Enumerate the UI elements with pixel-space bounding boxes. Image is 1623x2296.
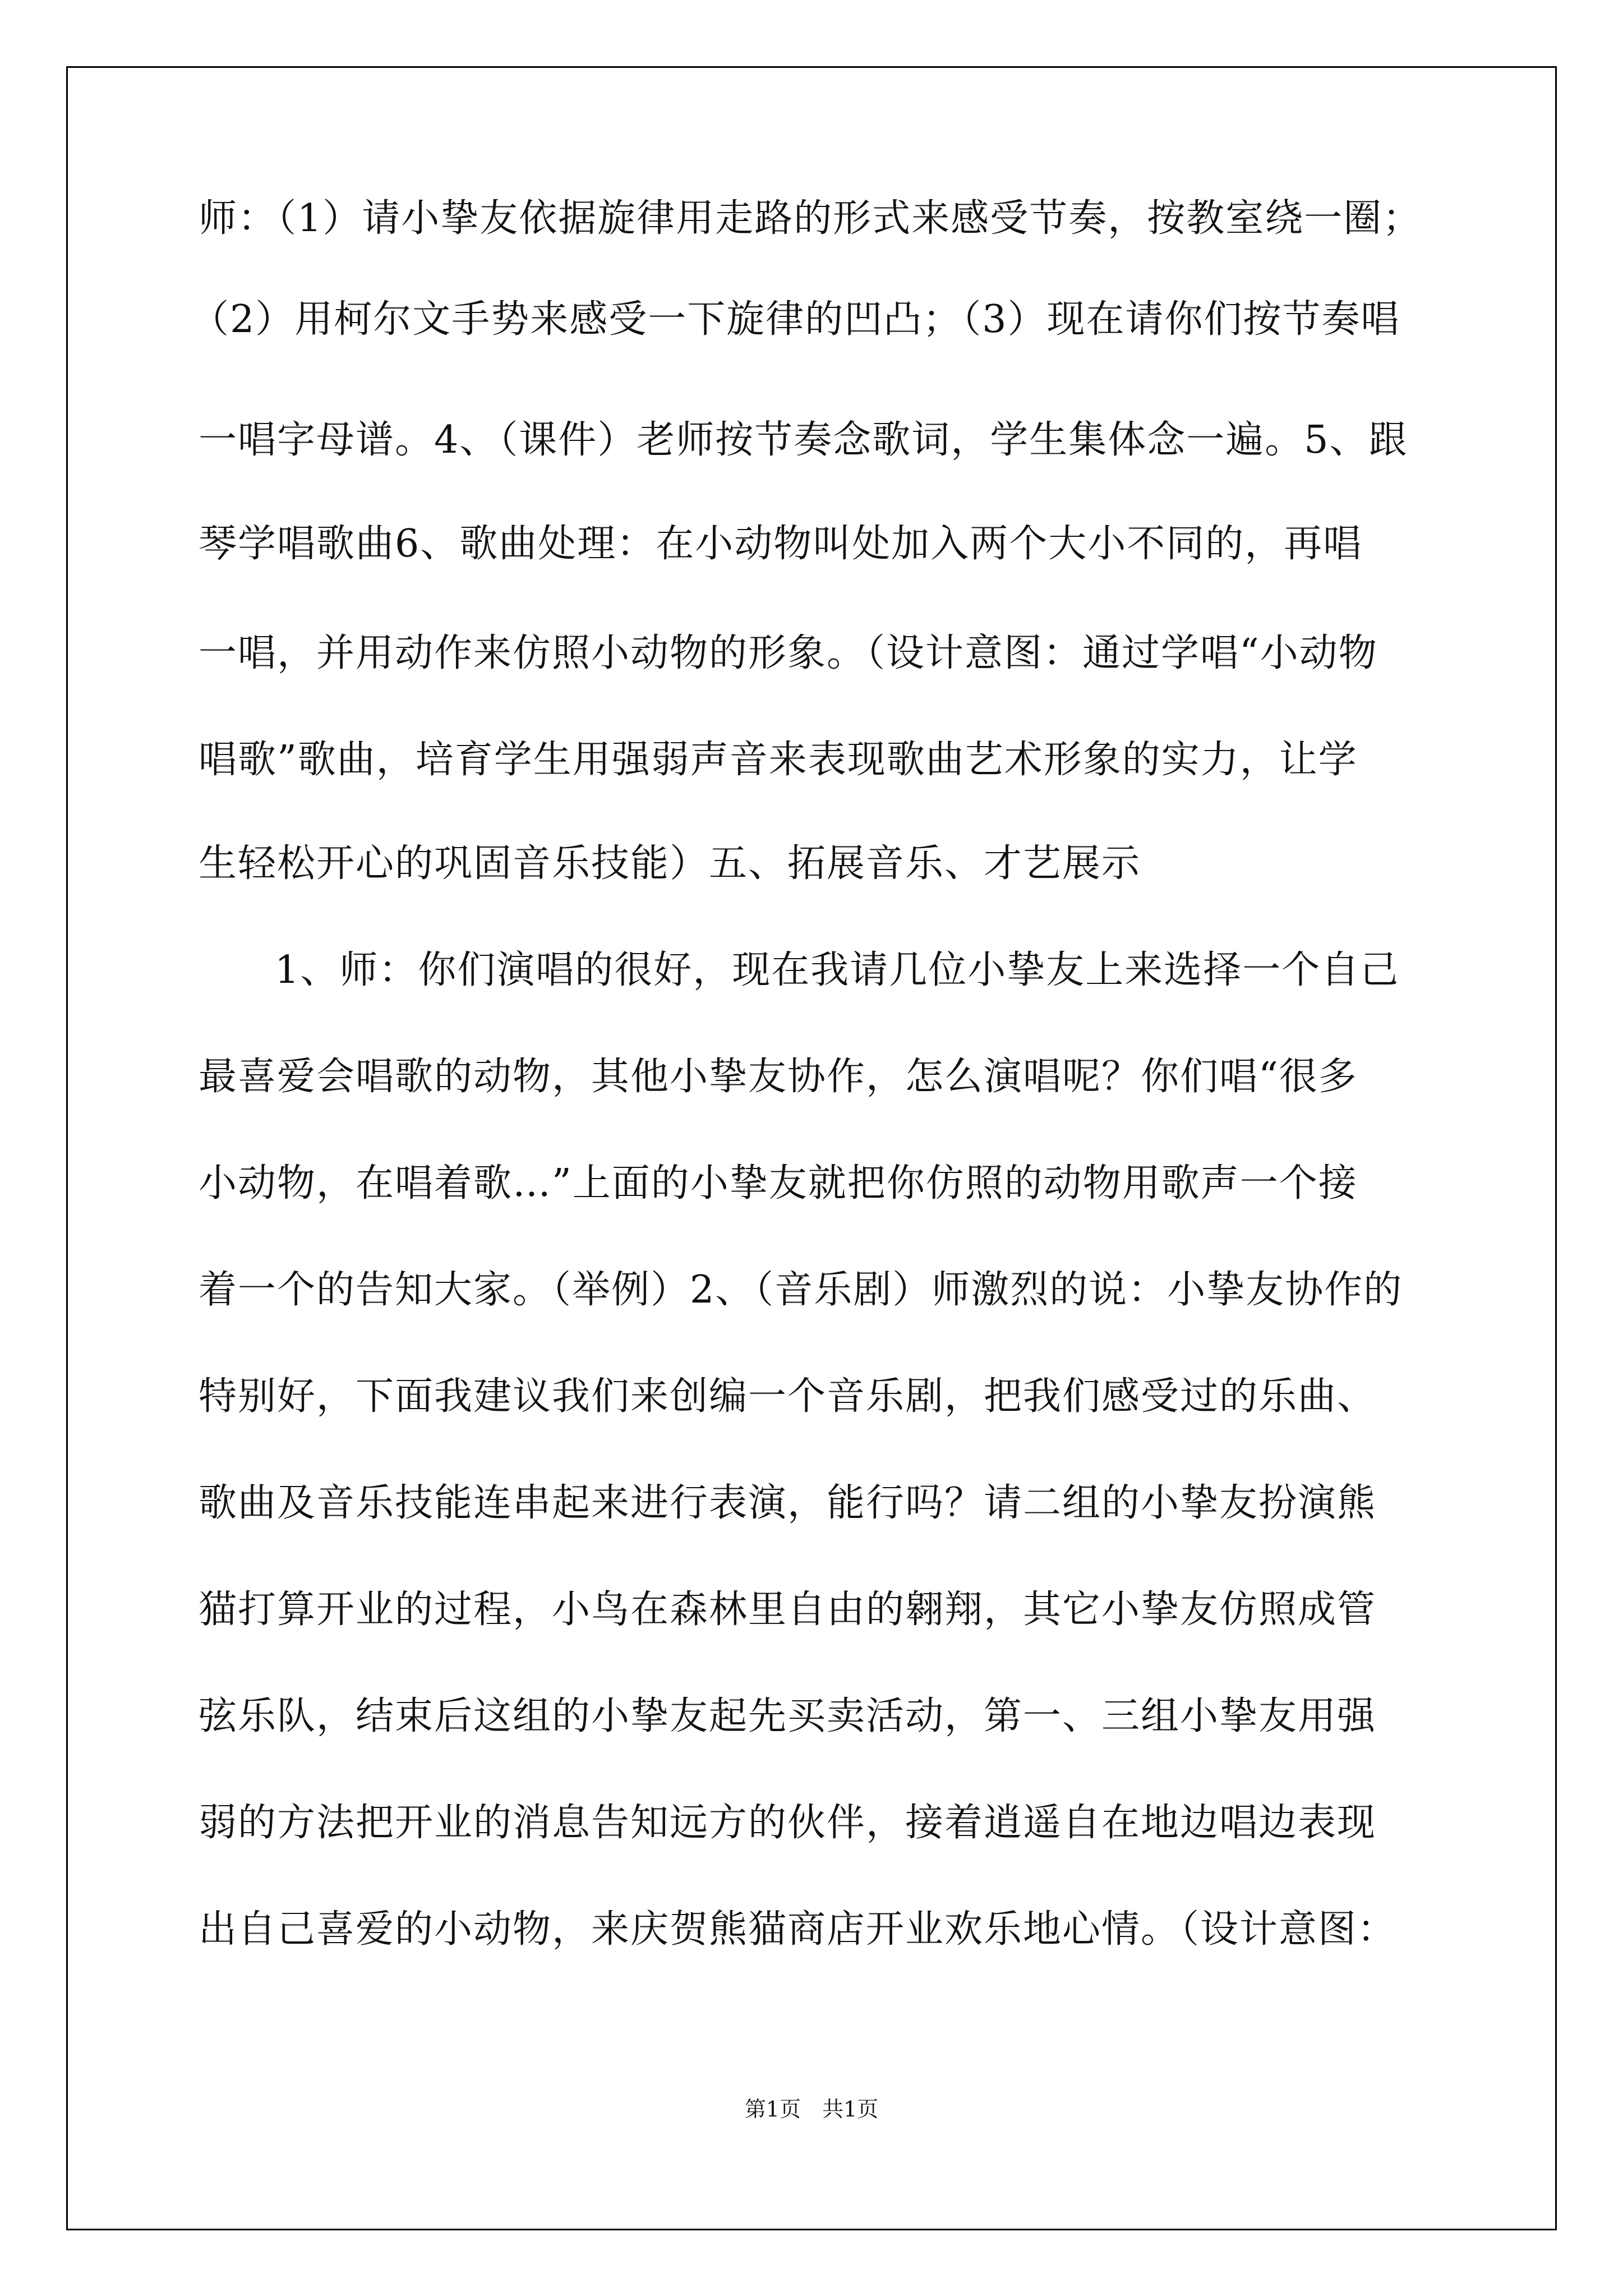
body-text-line: 歌曲及音乐技能连串起来进行表演，能行吗？请二组的小挚友扮演熊 bbox=[199, 1481, 1377, 1525]
body-text-line: 弱的方法把开业的消息告知远方的伙伴，接着逍遥自在地边唱边表现 bbox=[199, 1801, 1377, 1845]
body-text-line: 一唱，并用动作来仿照小动物的形象。（设计意图：通过学唱“小动物 bbox=[199, 631, 1378, 675]
body-text-line: 小动物，在唱着歌…”上面的小挚友就把你仿照的动物用歌声一个接 bbox=[199, 1161, 1358, 1205]
body-text-line: 最喜爱会唱歌的动物，其他小挚友协作，怎么演唱呢？你们唱“很多 bbox=[199, 1055, 1358, 1099]
body-text-line: 师：（1）请小挚友依据旋律用走路的形式来感受节奏，按教室绕一圈； bbox=[199, 196, 1422, 241]
body-text-line: 1、师：你们演唱的很好，现在我请几位小挚友上来选择一个自己 bbox=[275, 948, 1400, 992]
body-text-line: 弦乐队，结束后这组的小挚友起先买卖活动，第一、三组小挚友用强 bbox=[199, 1694, 1377, 1738]
body-text-line: 猫打算开业的过程，小鸟在森林里自由的翱翔，其它小挚友仿照成管 bbox=[199, 1588, 1377, 1632]
body-text-line: 生轻松开心的巩固音乐技能）五、拓展音乐、才艺展示 bbox=[199, 841, 1141, 886]
body-text-line: 出自己喜爱的小动物，来庆贺熊猫商店开业欢乐地心情。（设计意图： bbox=[199, 1907, 1397, 1952]
body-text-line: 特别好，下面我建议我们来创编一个音乐剧，把我们感受过的乐曲、 bbox=[199, 1374, 1377, 1419]
page-number-footer: 第1页 共1页 bbox=[744, 2097, 879, 2122]
body-text-line: 一唱字母谱。4、（课件）老师按节奏念歌词，学生集体念一遍。5、跟 bbox=[199, 418, 1408, 462]
body-text-line: 着一个的告知大家。（举例）2、（音乐剧）师激烈的说：小挚友协作的 bbox=[199, 1268, 1403, 1312]
body-text-line: （2）用柯尔文手势来感受一下旋律的凹凸；（3）现在请你们按节奏唱 bbox=[191, 297, 1400, 342]
body-text-line: 唱歌”歌曲，培育学生用强弱声音来表现歌曲艺术形象的实力，让学 bbox=[199, 738, 1358, 782]
body-text-line: 琴学唱歌曲6、歌曲处理：在小动物叫处加入两个大小不同的，再唱 bbox=[199, 522, 1363, 566]
